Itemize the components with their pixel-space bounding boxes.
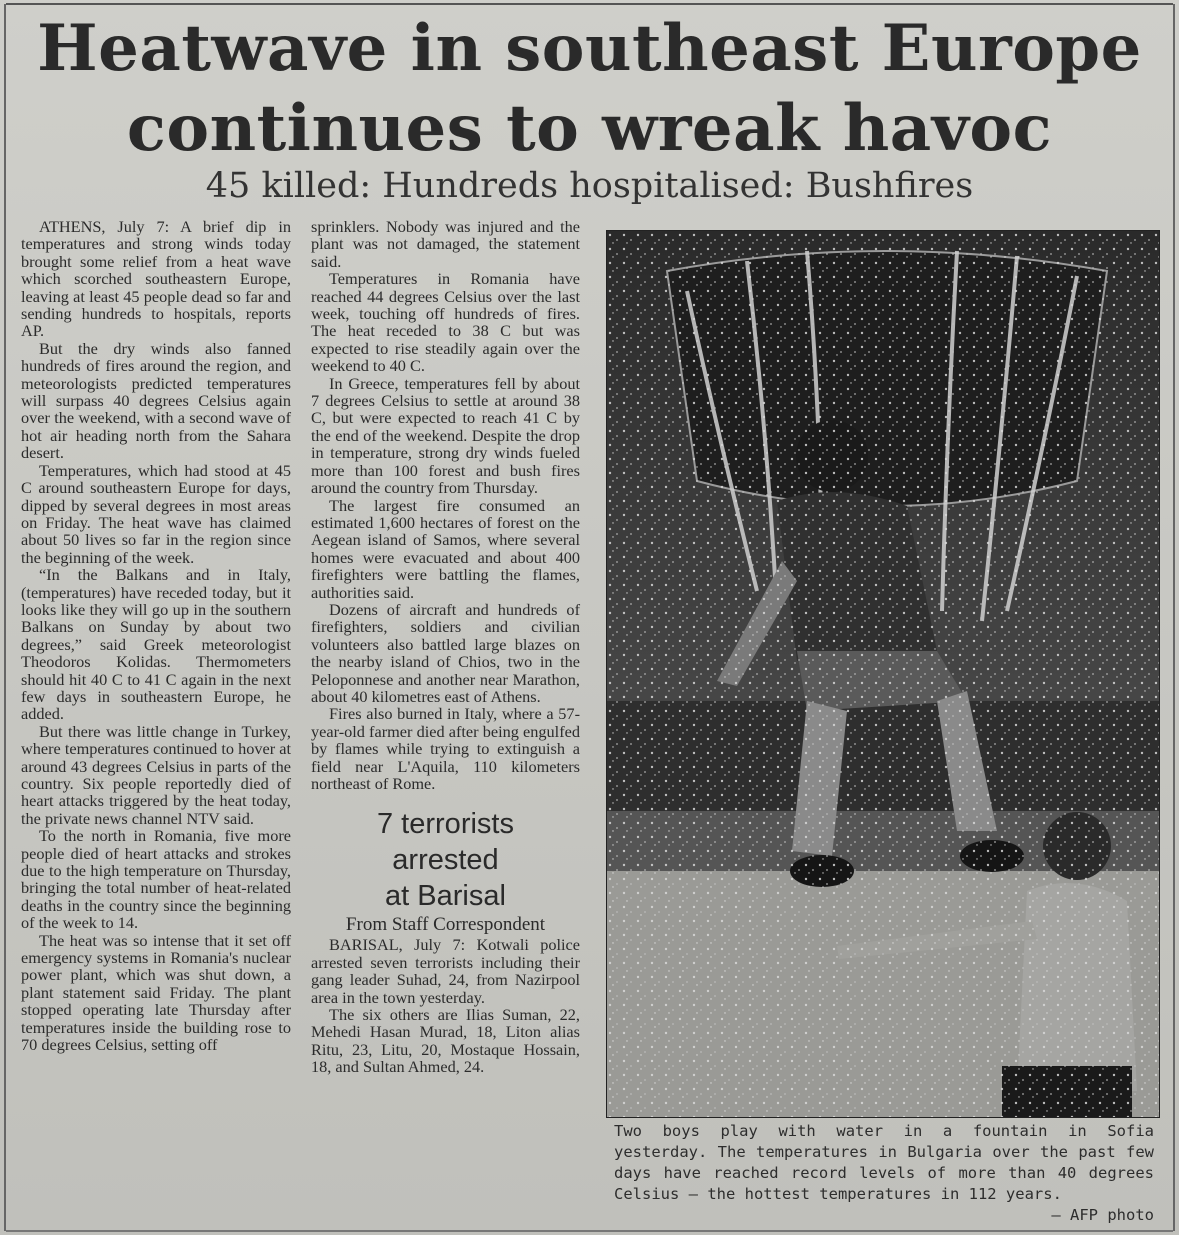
headline-line-2: continues to wreak havoc xyxy=(126,91,1053,166)
paragraph: BARISAL, July 7: Kotwali police arrested seven terrorists including their gang leader Suhad, 24, from Nazirpool area in the town yesterday. xyxy=(311,935,580,1007)
fountain-photo xyxy=(606,230,1160,1118)
top-rule xyxy=(6,3,1173,5)
second-story-headline-line: at Barisal xyxy=(385,880,506,913)
second-story-headline-line: 7 terrorists xyxy=(377,808,514,841)
fountain-photo-illustration xyxy=(607,231,1159,1117)
paragraph: In Greece, temperatures fell by about 7 degrees Celsius to settle at around 38 C, but were expected to reach 41 C by the end of the weekend. Despite the drop in temperature, strong dry winds fueled more than 100 forest and bush fires around the country from Thursday. xyxy=(311,373,580,498)
paragraph: But the dry winds also fanned hundreds of fires around the region, and meteorologists predicted temperatures will surpass 40 degrees Celsius again over the weekend, with a second wave of hot air heading north from the Sahara desert. xyxy=(21,338,291,463)
article-column-1 xyxy=(21,218,291,1054)
second-story-headline-line: arrested xyxy=(392,844,499,877)
article-column-2 xyxy=(311,218,580,1076)
paragraph: The six others are Ilias Suman, 22, Mehedi Hasan Murad, 18, Liton alias Ritu, 23, Litu, 20, Mostaque Hossain, 18, and Sultan Ahmed, 24. xyxy=(311,1005,580,1077)
paragraph: “In the Balkans and in Italy, (temperatures) have receded today, but it looks like they will go up in the southern Balkans on Sunday by about two degrees,” said Greek meteorologist Theodoros Kolidas. Thermometers should hit 40 C to 41 C again in the next few days in southeastern Europe, he added. xyxy=(21,565,291,724)
second-story-byline: From Staff Correspondent xyxy=(345,914,546,936)
paragraph: sprinklers. Nobody was injured and the plant was not damaged, the statement said. xyxy=(311,217,580,271)
photo-caption-text: Two boys play with water in a fountain in Sofia yesterday. The temperatures in Bulgaria over the past few days have reached record levels of more than 40 degrees Celsius — the hottest temperatures in 112 years. xyxy=(614,1122,1154,1203)
right-rule xyxy=(1173,4,1175,1231)
paragraph: Dozens of aircraft and hundreds of firefighters, soldiers and civilian volunteers also battled large blazes on the nearby island of Chios, two in the Peloponnese and another near Marathon, about 40 kilometres east of Athens. xyxy=(311,599,580,706)
paragraph: Temperatures in Romania have reached 44 degrees Celsius over the last week, touching off hundreds of fires. The heat receded to 38 C but was expected to rise steadily again over the weekend to 40 C. xyxy=(311,269,580,376)
paragraph: ATHENS, July 7: A brief dip in temperatures and strong winds today brought some relief from a heat wave which scorched southeastern Europe, leaving at least 45 people dead so far and sending hundreds to hospitals, reports AP. xyxy=(21,217,291,341)
bottom-rule xyxy=(6,1230,1173,1232)
left-rule xyxy=(4,4,6,1231)
paragraph: Temperatures, which had stood at 45 C around southeastern Europe for days, dipped by several degrees in most areas on Friday. The heat wave has claimed about 50 lives so far in the region since the beginning of the week. xyxy=(21,460,291,567)
headline-line-1: Heatwave in southeast Europe xyxy=(37,11,1142,86)
photo-caption xyxy=(614,1121,1154,1226)
second-story-headline xyxy=(311,806,580,914)
deck-subheadline: 45 killed: Hundreds hospitalised: Bushfires xyxy=(205,166,974,206)
paragraph: But there was little change in Turkey, where temperatures continued to hover at around 43 degrees Celsius in parts of the country. Six people reportedly died of heart attacks triggered by the heat today, the private news channel NTV said. xyxy=(21,721,291,828)
paragraph: Fires also burned in Italy, where a 57-year-old farmer died after being engulfed by flames while trying to extinguish a field near L'Aquila, 110 kilometers northeast of Rome. xyxy=(311,704,580,793)
photo-credit: — AFP photo xyxy=(1051,1206,1154,1224)
paragraph: The largest fire consumed an estimated 1,600 hectares of forest on the Aegean island of Samos, where several homes were evacuated and about 400 firefighters were battling the flames, authorities said. xyxy=(311,495,580,602)
paragraph: The heat was so intense that it set off emergency systems in Romania's nuclear power plant, which was shut down, a plant statement said Friday. The plant stopped operating late Thursday after temperatures inside the building rose to 70 degrees Celsius, setting off xyxy=(21,930,291,1055)
paragraph: To the north in Romania, five more people died of heart attacks and strokes due to the high temperature on Thursday, bringing the total number of heat-related deaths in the country since the beginning of the week to 14. xyxy=(21,826,291,933)
